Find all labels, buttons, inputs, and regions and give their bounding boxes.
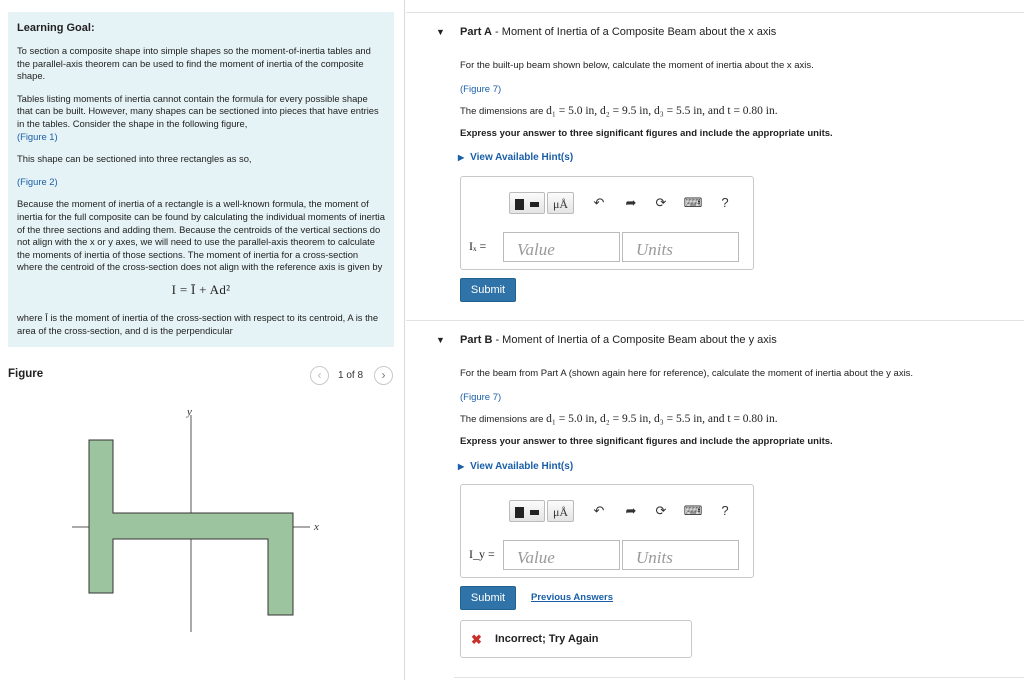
figure-1-link[interactable]: (Figure 1) bbox=[17, 130, 58, 142]
iy-label: I_y = bbox=[469, 547, 495, 561]
math-toolbar bbox=[509, 500, 742, 524]
part-a-prompt: For the built-up beam shown below, calculate the moment of inertia about the x axis. bbox=[460, 60, 814, 71]
part-b-answer-box bbox=[460, 484, 754, 578]
learning-goal-p2 bbox=[17, 93, 385, 143]
learning-goal-panel bbox=[8, 12, 394, 347]
part-a-hint-link[interactable]: ▶ View Available Hint(s) bbox=[458, 152, 574, 163]
learning-goal-p6: where Ī is the moment of inertia of the cross-section with respect to its centroid, A is the area of the cross-section, and d is the perpendicular bbox=[17, 311, 379, 336]
keyboard-icon[interactable]: ⌨ bbox=[683, 503, 703, 518]
reset-icon[interactable]: ⟳ bbox=[655, 195, 667, 210]
value-input[interactable] bbox=[503, 232, 620, 262]
part-b-submit-button[interactable]: Submit bbox=[460, 586, 516, 610]
part-a-title: Part A - Moment of Inertia of a Composite Beam about the x axis bbox=[460, 26, 777, 38]
template-icon[interactable] bbox=[509, 192, 545, 214]
part-a-answer-box bbox=[460, 176, 754, 270]
feedback-box bbox=[460, 620, 692, 658]
reset-icon[interactable]: ⟳ bbox=[655, 503, 667, 518]
collapse-triangle-icon[interactable]: ▼ bbox=[436, 335, 445, 345]
part-b-header[interactable] bbox=[406, 320, 1024, 360]
parallel-axis-formula: I = Ī + Ad² bbox=[171, 281, 231, 297]
math-toolbar bbox=[509, 192, 742, 216]
feedback-message: Incorrect; Try Again bbox=[495, 633, 599, 645]
part-b-dimensions: The dimensions are d₁ = 5.0 in, d₂ = 9.5 in, d₃ = 5.5 in, and t = 0.80 in. bbox=[460, 413, 778, 425]
figure-2-link[interactable]: (Figure 2) bbox=[17, 175, 58, 187]
redo-icon[interactable]: ➦ bbox=[625, 503, 637, 518]
part-b-prompt: For the beam from Part A (shown again here for reference), calculate the moment of inertia about the y axis. bbox=[460, 368, 914, 379]
help-button[interactable]: ? bbox=[721, 503, 729, 518]
part-a-submit-button[interactable]: Submit bbox=[460, 278, 516, 302]
units-input[interactable] bbox=[622, 232, 739, 262]
ix-label: Iₓ = bbox=[469, 239, 487, 253]
part-a-dimensions: The dimensions are d₁ = 5.0 in, d₂ = 9.5 in, d₃ = 5.5 in, and t = 0.80 in. bbox=[460, 105, 778, 117]
part-b-figure-link[interactable]: (Figure 7) bbox=[460, 392, 502, 403]
chevron-left-icon[interactable]: ‹ bbox=[310, 366, 329, 385]
units-symbol-button[interactable]: μÅ bbox=[547, 500, 574, 522]
part-b-hint-link[interactable]: ▶ View Available Hint(s) bbox=[458, 461, 574, 472]
error-x-icon: ✖ bbox=[471, 632, 482, 647]
composite-shape-figure bbox=[0, 395, 405, 680]
learning-goal-title: Learning Goal: bbox=[17, 22, 95, 34]
learning-goal-p1: To section a composite shape into simple shapes so the moment-of-inertia tables and the parallel-axis theorem can be used to find the moment of inertia of the composite shape. bbox=[17, 45, 371, 82]
part-b-title: Part B - Moment of Inertia of a Composite Beam about the y axis bbox=[460, 334, 777, 346]
chevron-right-icon[interactable]: › bbox=[374, 366, 393, 385]
help-button[interactable]: ? bbox=[721, 195, 729, 210]
figure-title: Figure bbox=[8, 368, 44, 380]
undo-icon[interactable]: ↶ bbox=[593, 195, 605, 210]
learning-goal-p2-text: Tables listing moments of inertia cannot contain the formula for every possible shape that can be built. However, many shapes can be sectioned into pieces that have entries in the tables. Consider the shape in the following figure, bbox=[17, 92, 379, 129]
caret-right-icon: ▶ bbox=[458, 462, 465, 471]
redo-icon[interactable]: ➦ bbox=[625, 195, 637, 210]
x-axis-label: x bbox=[314, 521, 319, 533]
learning-goal-p5: Because the moment of inertia of a rectangle is a well-known formula, the moment of inertia for the full composite can be found by calculating the individual moments of inertia of the three sections and adding them. Because the centroids of the vertical sections do not align with the x or y axes, we will need to use the parallel-axis theorem to calculate the moments of inertia of those sections. The moment of inertia for a cross-section where the centroid of the cross-section does not align with the reference axis is given by bbox=[17, 198, 385, 273]
y-axis-label: y bbox=[187, 406, 192, 418]
learning-goal-p3: This shape can be sectioned into three rectangles as so, bbox=[17, 153, 252, 165]
collapse-triangle-icon[interactable]: ▼ bbox=[436, 27, 445, 37]
right-panel bbox=[406, 0, 1024, 680]
divider bbox=[454, 677, 1024, 678]
undo-icon[interactable]: ↶ bbox=[593, 503, 605, 518]
part-a-header[interactable] bbox=[406, 12, 1024, 52]
units-symbol-button[interactable]: μÅ bbox=[547, 192, 574, 214]
figure-header bbox=[8, 366, 396, 388]
part-a-figure-link[interactable]: (Figure 7) bbox=[460, 84, 502, 95]
figure-counter: 1 of 8 bbox=[338, 370, 364, 381]
template-icon[interactable] bbox=[509, 500, 545, 522]
previous-answers-link[interactable]: Previous Answers bbox=[531, 592, 614, 603]
value-input[interactable] bbox=[503, 540, 620, 570]
left-panel bbox=[0, 0, 405, 680]
units-input[interactable] bbox=[622, 540, 739, 570]
part-a-instruction: Express your answer to three significant figures and include the appropriate units. bbox=[460, 128, 833, 139]
caret-right-icon: ▶ bbox=[458, 153, 465, 162]
part-b-instruction: Express your answer to three significant figures and include the appropriate units. bbox=[460, 436, 833, 447]
keyboard-icon[interactable]: ⌨ bbox=[683, 195, 703, 210]
